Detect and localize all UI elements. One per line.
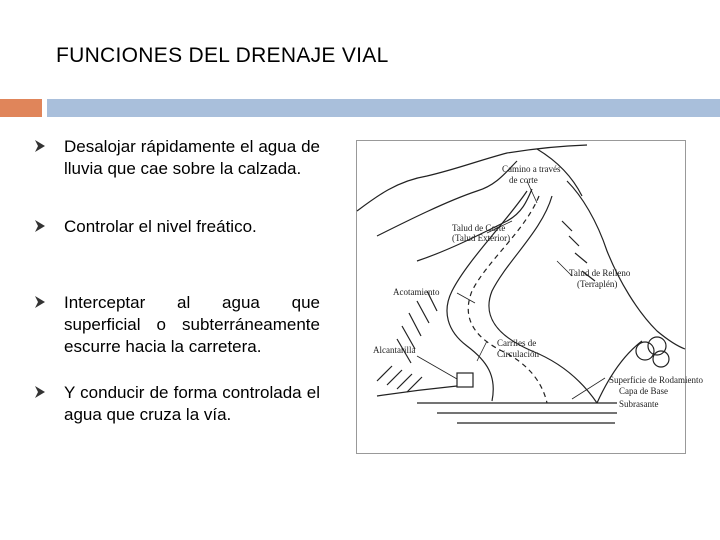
arrowhead-bullet-icon [34, 139, 46, 153]
road-drainage-diagram [356, 140, 703, 454]
accent-bar-orange [0, 99, 42, 117]
arrowhead-bullet-icon [34, 219, 46, 233]
label-talud-corte-2: (Talud Exterior) [452, 233, 511, 243]
bullet-item [34, 292, 320, 382]
bullet-item [34, 216, 320, 292]
label-talud-relleno-2: (Terraplén) [577, 279, 618, 289]
bullet-text: Y conducir de forma controlada el agua que cruza la vía. [64, 383, 320, 424]
accent-bar-blue [47, 99, 720, 117]
label-carriles: Carriles de [497, 338, 537, 348]
label-camino: Camino a través [502, 164, 561, 174]
bullet-item [34, 136, 320, 216]
label-capa: Capa de Base [619, 386, 668, 396]
bullet-text: Controlar el nivel freático. [64, 217, 257, 236]
bullet-item [34, 382, 320, 426]
label-superficie: Superficie de Rodamiento [609, 375, 703, 385]
bullet-list [34, 136, 320, 426]
label-subrasante: Subrasante [619, 399, 659, 409]
arrowhead-bullet-icon [34, 295, 46, 309]
road-sketch [357, 141, 703, 453]
label-carriles-2: Circulación [497, 349, 539, 359]
label-talud-relleno: Talud de Relleno [569, 268, 631, 278]
label-acotamiento: Acotamiento [393, 287, 440, 297]
label-alcantarilla: Alcantarilla [373, 345, 416, 355]
label-talud-corte: Talud de Corte [452, 223, 506, 233]
arrowhead-bullet-icon [34, 385, 46, 399]
slide-title: FUNCIONES DEL DRENAJE VIAL [56, 44, 389, 67]
bullet-text: Desalojar rápidamente el agua de lluvia que cae sobre la calzada. [64, 137, 320, 178]
bullet-text: Interceptar al agua que superficial o subterráneamente escurre hacia la carretera. [64, 293, 320, 356]
label-camino-2: de corte [509, 175, 538, 185]
